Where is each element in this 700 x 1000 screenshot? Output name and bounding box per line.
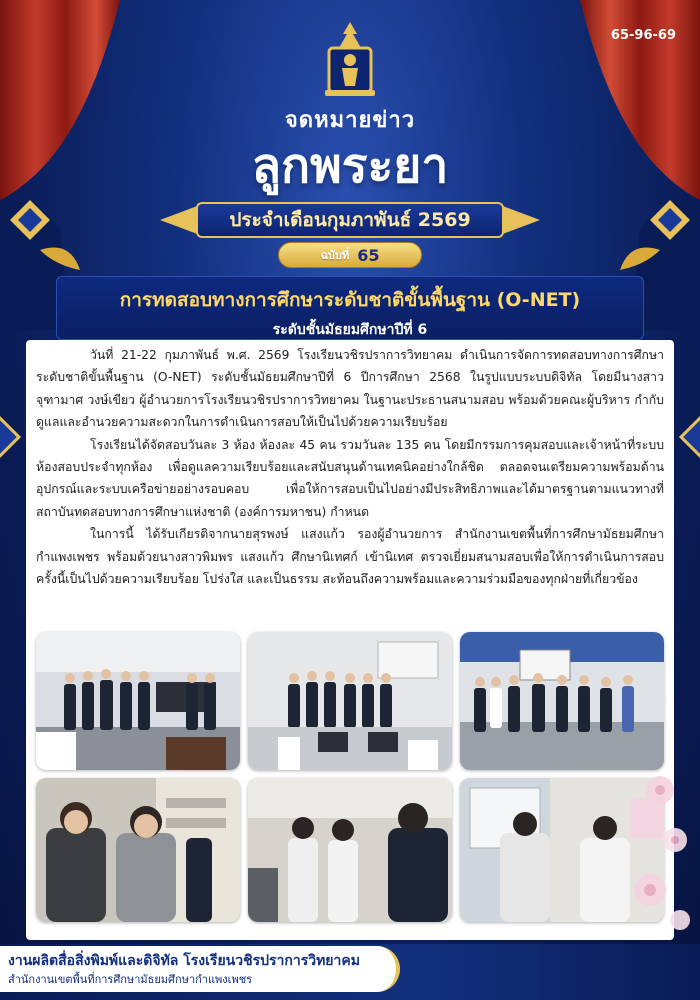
headline-title: การทดสอบทางการศึกษาระดับชาติขั้นพื้นฐาน (O-NET) [119,289,581,311]
school-emblem-icon [315,20,385,100]
issue-number-badge [278,242,422,268]
ribbon-left-tip-decoration [160,205,200,235]
newsletter-label: จดหมายข่าว [284,108,416,133]
footer-office: สำนักงานเขตพื้นที่การศึกษามัธยมศึกษากำแพงเพชร [8,973,253,986]
headline-subtitle: ระดับชั้นมัธยมศึกษาปีที่ 6 [272,322,428,338]
photo-group-in-computer-lab [460,632,664,770]
issue-number: 65 [357,245,380,265]
newsletter-title: ลูกพระยา [251,138,449,194]
article-body [36,344,664,590]
issue-code: 65-96-69 [610,28,676,43]
article-paragraph: วันที่ 21-22 กุมภาพันธ์ พ.ศ. 2569 โรงเรียนวชิรปราการวิทยาคม ดำเนินการจัดการทดสอบทางการศึกษาระดับชาติขั้นพื้นฐาน (O-NET) ระดับชั้นมัธยมศึกษาปีที่ 6 ปีการศึกษา 2568 ในรูปแบบระบบดิจิทัล โดยมีนางสาวจุฑามาศ วงษ์เขียว ผู้อำนวยการโรงเรียนวชิรปราการวิทยาคม ในฐานะประธานสนามสอบ พร้อมด้วยคณะผู้บริหาร กำกับดูแลและอำนวยความสะดวกในการดำเนินการสอบให้เป็นไปด้วยความเรียบร้อย [36,348,664,430]
footer-department: งานผลิตสื่อสิ่งพิมพ์และดิจิทัล โรงเรียนวชิรปราการวิทยาคม [8,953,360,969]
photo-students-taking-exam [248,632,452,770]
issue-number-label: ฉบับที่ [320,249,350,262]
flower-decoration [570,770,690,940]
article-paragraph: ในการนี้ ได้รับเกียรติจากนายสุรพงษ์ แสงแก้ว รองผู้อำนวยการ สำนักงานเขตพื้นที่การศึกษามัธยมศึกษากำแพงเพชร พร้อมด้วยนางสาวพิมพร แสงแก้ว ศึกษานิเทศก์ เข้านิเทศ ตรวจเยี่ยมสนามสอบเพื่อให้การดำเนินการสอบครั้งนี้เป็นไปด้วยความเรียบร้อย โปร่งใส และเป็นธรรม สะท้อนถึงความพร้อมและความร่วมมือของทุกฝ่ายที่เกี่ยวข้อง [36,527,664,587]
month-label: ประจำเดือนกุมภาพันธ์ 2569 [196,202,504,238]
article-paragraph: โรงเรียนได้จัดสอบวันละ 3 ห้อง ห้องละ 45 คน รวมวันละ 135 คน โดยมีกรรมการคุมสอบและเจ้าหน้าที่ระบบห้องสอบประจำทุกห้อง เพื่อดูแลความเรียบร้อยและสนับสนุนด้านเทคนิคอย่างใกล้ชิด ตลอดจนเตรียมความพร้อมด้านอุปกรณ์และระบบเครือข่ายอย่างรอบคอบ เพื่อให้การสอบเป็นไปอย่างมีประสิทธิภาพและได้มาตรฐานตามแนวทางที่ สถาบันทดสอบทางการศึกษาแห่งชาติ (องค์การมหาชน) กำหนด [36,437,664,519]
photo-staff-checking-students [248,778,452,922]
photo-visitors-in-exam-room [36,632,240,770]
photo-students-at-checkin [36,778,240,922]
left-diamond-decoration [0,413,21,461]
ribbon-right-tip-decoration [500,205,540,235]
right-diamond-decoration [679,413,700,461]
headline-banner [56,276,644,340]
